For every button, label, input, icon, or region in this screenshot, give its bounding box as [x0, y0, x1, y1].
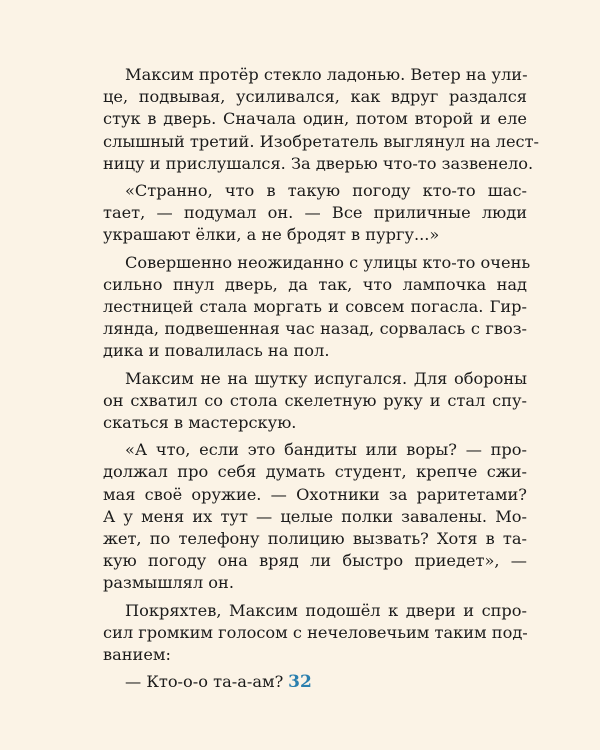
text-line: скаться в мастерскую. [103, 413, 297, 433]
text-line: Совершенно неожиданно с улицы кто-то очень [125, 252, 531, 272]
text-line: А у меня их тут — целые полки завалены. Мо- [103, 506, 527, 526]
text-line: «А что, если это бандиты или воры? — про- [125, 440, 527, 460]
text-line: украшают ёлки, а не бродят в пургу...» [103, 225, 440, 245]
text-line: Покряхтев, Максим подошёл к двери и спро- [125, 600, 527, 620]
text-line: Максим не на шутку испугался. Для обороны [125, 368, 527, 388]
text-line: ницу и прислушался. За дверью что-то зазвенело. [103, 153, 534, 173]
body-text [103, 64, 540, 698]
paragraph [103, 439, 527, 594]
page-number: 32 [288, 672, 312, 692]
paragraph [103, 600, 527, 667]
text-line: лестницей стала моргать и совсем погасла. Гир- [103, 297, 527, 317]
paragraph [103, 368, 527, 435]
paragraph [103, 180, 527, 247]
paragraph [103, 64, 540, 175]
text-line: стук в дверь. Сначала один, потом второй и еле [103, 109, 527, 129]
text-line: сильно пнул дверь, да так, что лампочка над [103, 274, 527, 294]
text-line: Максим протёр стекло ладонью. Ветер на ули- [125, 65, 528, 84]
text-line: «Странно, что в такую погоду кто-то шас- [125, 181, 527, 201]
text-line: це, подвывая, усиливался, как вдруг раздался [103, 87, 527, 107]
text-line: размышлял он. [103, 573, 234, 593]
paragraph [103, 252, 531, 363]
text-line: кую погоду она вряд ли быстро приедет», — [103, 551, 527, 571]
text-line: лянда, подвешенная час назад, сорвалась с гвоз- [103, 319, 527, 339]
text-line: он схватил со стола скелетную руку и стал спу- [103, 390, 527, 410]
text-line: — Кто-о-о та-а-ам? [125, 672, 284, 692]
text-line: должал про себя думать студент, крепче сжи- [103, 462, 527, 482]
text-line: ванием: [103, 645, 171, 665]
text-line: сил громким голосом с нечеловечьим таким под- [103, 622, 528, 642]
text-line: дика и повалилась на пол. [103, 341, 330, 361]
text-line: жет, по телефону полицию вызвать? Хотя в та- [103, 529, 527, 549]
text-line: тает, — подумал он. — Все приличные люди [103, 203, 527, 223]
text-line: слышный третий. Изобретатель выглянул на лест- [103, 131, 540, 151]
text-line: мая своё оружие. — Охотники за раритетами? [103, 484, 527, 504]
